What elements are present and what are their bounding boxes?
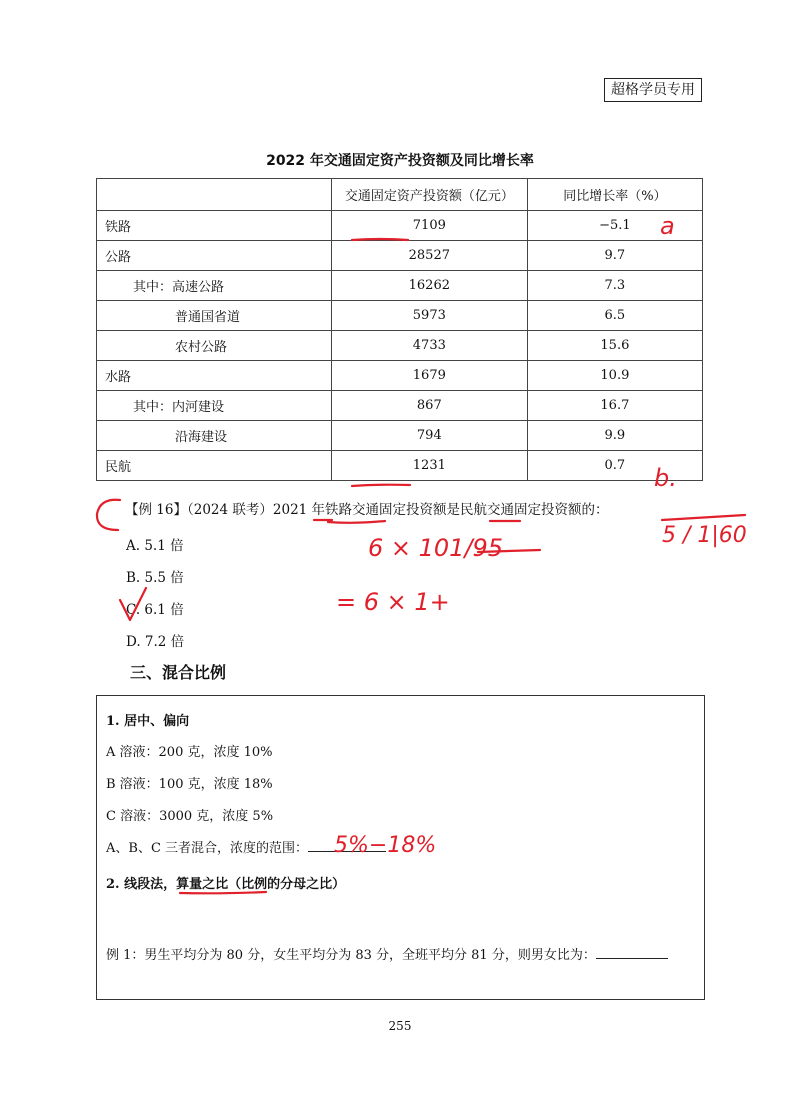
- row-growth: 15.6: [527, 331, 702, 361]
- solution-c-line: C 溶液：3000 克，浓度 5%: [106, 809, 274, 824]
- option-a[interactable]: A. 5.1 倍: [126, 538, 184, 554]
- row-amount: 28527: [331, 241, 527, 271]
- row-label: 普通国省道: [97, 301, 332, 331]
- side-note: 5 / 1|60: [662, 523, 747, 548]
- row-amount: 5973: [331, 301, 527, 331]
- row-label: 水路: [97, 361, 332, 391]
- header-cell-amount: 交通固定资产投资额（亿元）: [331, 179, 527, 211]
- row-amount: 867: [331, 391, 527, 421]
- range-answer: 5%−18%: [334, 833, 437, 858]
- solution-b-line: B 溶液：100 克，浓度 18%: [106, 777, 273, 792]
- item2-title: 2. 线段法，算量之比（比例的分母之比）: [106, 877, 346, 892]
- row-amount: 1679: [331, 361, 527, 391]
- calc-line-2: = 6 × 1+: [336, 588, 450, 616]
- table-title: 2022 年交通固定资产投资额及同比增长率: [266, 153, 534, 169]
- question-tag: 【例 16】: [125, 502, 187, 518]
- option-d[interactable]: D. 7.2 倍: [126, 634, 185, 650]
- underline-median: [180, 892, 266, 893]
- question-source: （2024 联考）: [186, 502, 273, 518]
- handwritten-a: a: [660, 212, 675, 240]
- row-label: 农村公路: [97, 331, 332, 361]
- page-number: 255: [388, 1019, 412, 1033]
- solution-a-line: A 溶液：200 克，浓度 10%: [106, 745, 273, 760]
- row-growth: 10.9: [527, 361, 702, 391]
- row-amount: 4733: [331, 331, 527, 361]
- row-label: 其中：内河建设: [97, 391, 332, 421]
- row-growth: 9.7: [527, 241, 702, 271]
- student-only-badge: 超格学员专用: [604, 78, 702, 102]
- calc-line-1: 6 × 101/95: [368, 534, 504, 562]
- question-text: 2021 年铁路交通固定投资额是民航交通固定投资额的：: [272, 502, 609, 518]
- row-growth: 0.7: [527, 451, 702, 481]
- header-cell-growth: 同比增长率（%）: [527, 179, 702, 211]
- example-question: 例 1：男生平均分为 80 分，女生平均分为 83 分，全班平均分 81 分，则男女比为：: [106, 944, 668, 963]
- row-label: 铁路: [97, 211, 332, 241]
- row-growth: 9.9: [527, 421, 702, 451]
- option-b[interactable]: B. 5.5 倍: [126, 570, 184, 586]
- underline-7109: [352, 239, 408, 240]
- row-label: 沿海建设: [97, 421, 332, 451]
- checkmark: [120, 588, 146, 620]
- handwritten-b: b.: [654, 464, 677, 492]
- answer-letter-c: [97, 500, 120, 530]
- underline-railway: [328, 521, 385, 523]
- row-growth: 16.7: [527, 391, 702, 421]
- row-amount: 16262: [331, 271, 527, 301]
- row-amount: 794: [331, 421, 527, 451]
- item1-title: 1. 居中、偏向: [106, 714, 190, 729]
- row-amount: 7109: [331, 211, 527, 241]
- row-growth: −5.1: [527, 211, 702, 241]
- row-growth: 6.5: [527, 301, 702, 331]
- side-fraction-bar: [662, 515, 745, 520]
- section-title: 三、混合比例: [130, 663, 227, 682]
- row-amount: 1231: [331, 451, 527, 481]
- range-question: A、B、C 三者混合，浓度的范围：: [106, 837, 386, 856]
- row-growth: 7.3: [527, 271, 702, 301]
- row-label: 其中：高速公路: [97, 271, 332, 301]
- underline-1231: [352, 485, 410, 486]
- option-c[interactable]: C. 6.1 倍: [126, 602, 184, 618]
- row-label: 民航: [97, 451, 332, 481]
- row-label: 公路: [97, 241, 332, 271]
